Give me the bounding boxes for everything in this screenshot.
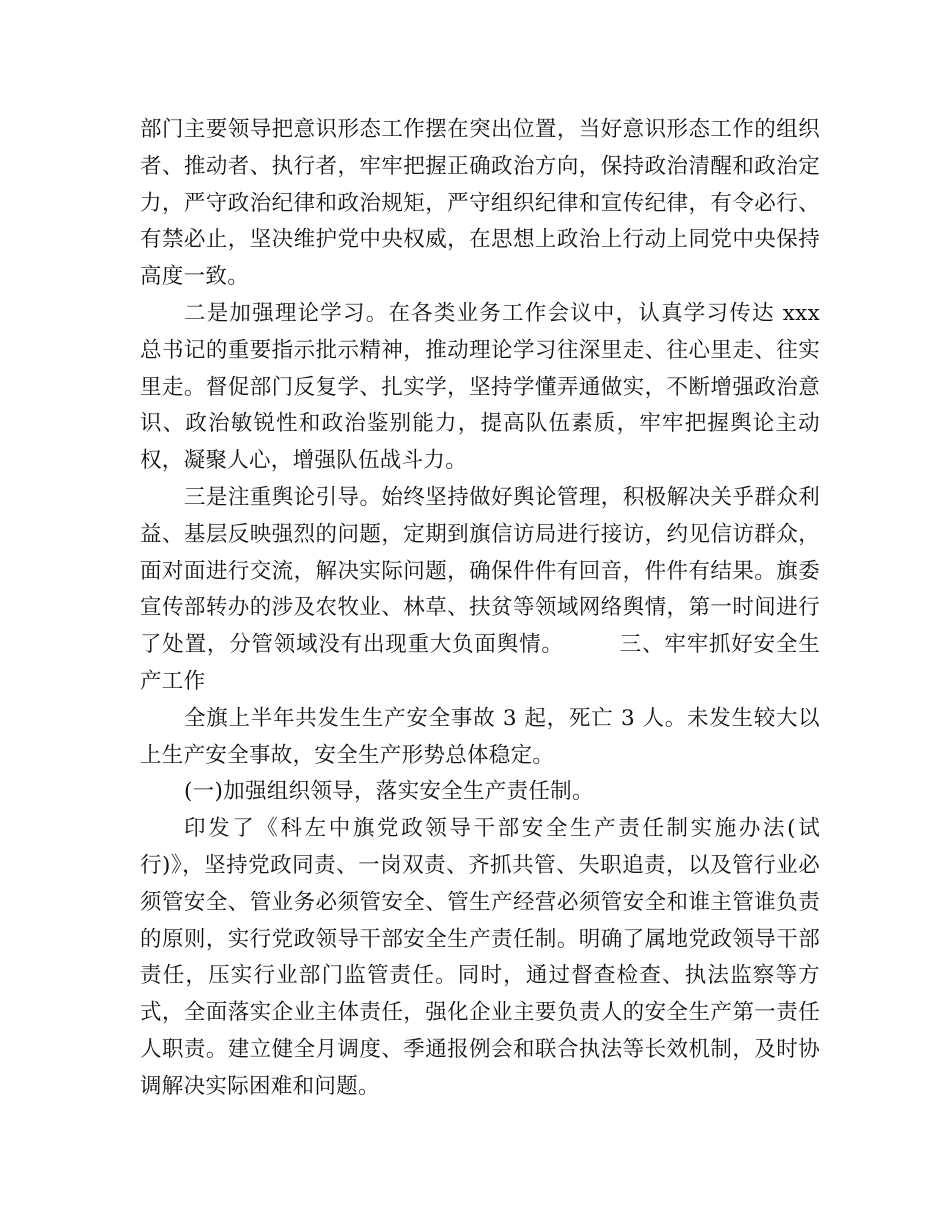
paragraph-ideology-responsibility: 部门主要领导把意识形态工作摆在突出位置，当好意识形态工作的组织者、推动者、执行者，牢牢把握正确政治方向，保持政治清醒和政治定力，严守政治纪律和政治规矩，严守组织纪律和宣传纪律，有令必行、有禁必止，坚决维护党中央权威，在思想上政治上行动上同党中央保持高度一致。	[140, 117, 820, 290]
paragraph-accident-summary: 全旗上半年共发生生产安全事故 3 起，死亡 3 人。未发生较大以上生产安全事故，安全生产形势总体稳定。	[140, 705, 820, 768]
section-heading-organization: (一)加强组织领导，落实安全生产责任制。	[184, 779, 594, 805]
document-body	[140, 112, 820, 1106]
paragraph-theory-study: 二是加强理论学习。在各类业务工作会议中，认真学习传达 xxx 总书记的重要指示批示精神，推动理论学习往深里走、往心里走、往实里走。督促部门反复学、扎实学，坚持学懂弄通做实，不断增强政治意识、政治敏锐性和政治鉴别能力，提高队伍素质，牢牢把握舆论主动权，凝聚人心，增强队伍战斗力。	[140, 300, 820, 474]
paragraph-public-opinion: 三是注重舆论引导。始终坚持做好舆论管理，积极解决关乎群众利益、基层反映强烈的问题，定期到旗信访局进行接访，约见信访群众，面对面进行交流，解决实际问题，确保件件有回音，件件有结果。旗委宣传部转办的涉及农牧业、林草、扶贫等领域网络舆情，第一时间进行了处置，分管领域没有出现重大负面舆情。 三、牢牢抓好安全生产工作	[140, 484, 820, 694]
paragraph-safety-responsibility: 印发了《科左中旗党政领导干部安全生产责任制实施办法(试行)》，坚持党政同责、一岗双责、齐抓共管、失职追责，以及管行业必须管安全、管业务必须管安全、管生产经营必须管安全和谁主管谁负责的原则，实行党政领导干部安全生产责任制。明确了属地党政领导干部责任，压实行业部门监管责任。同时，通过督查检查、执法监察等方式，全面落实企业主体责任，强化企业主要负责人的安全生产第一责任人职责。建立健全月调度、季通报例会和联合执法等长效机制，及时协调解决实际困难和问题。	[140, 816, 820, 1099]
